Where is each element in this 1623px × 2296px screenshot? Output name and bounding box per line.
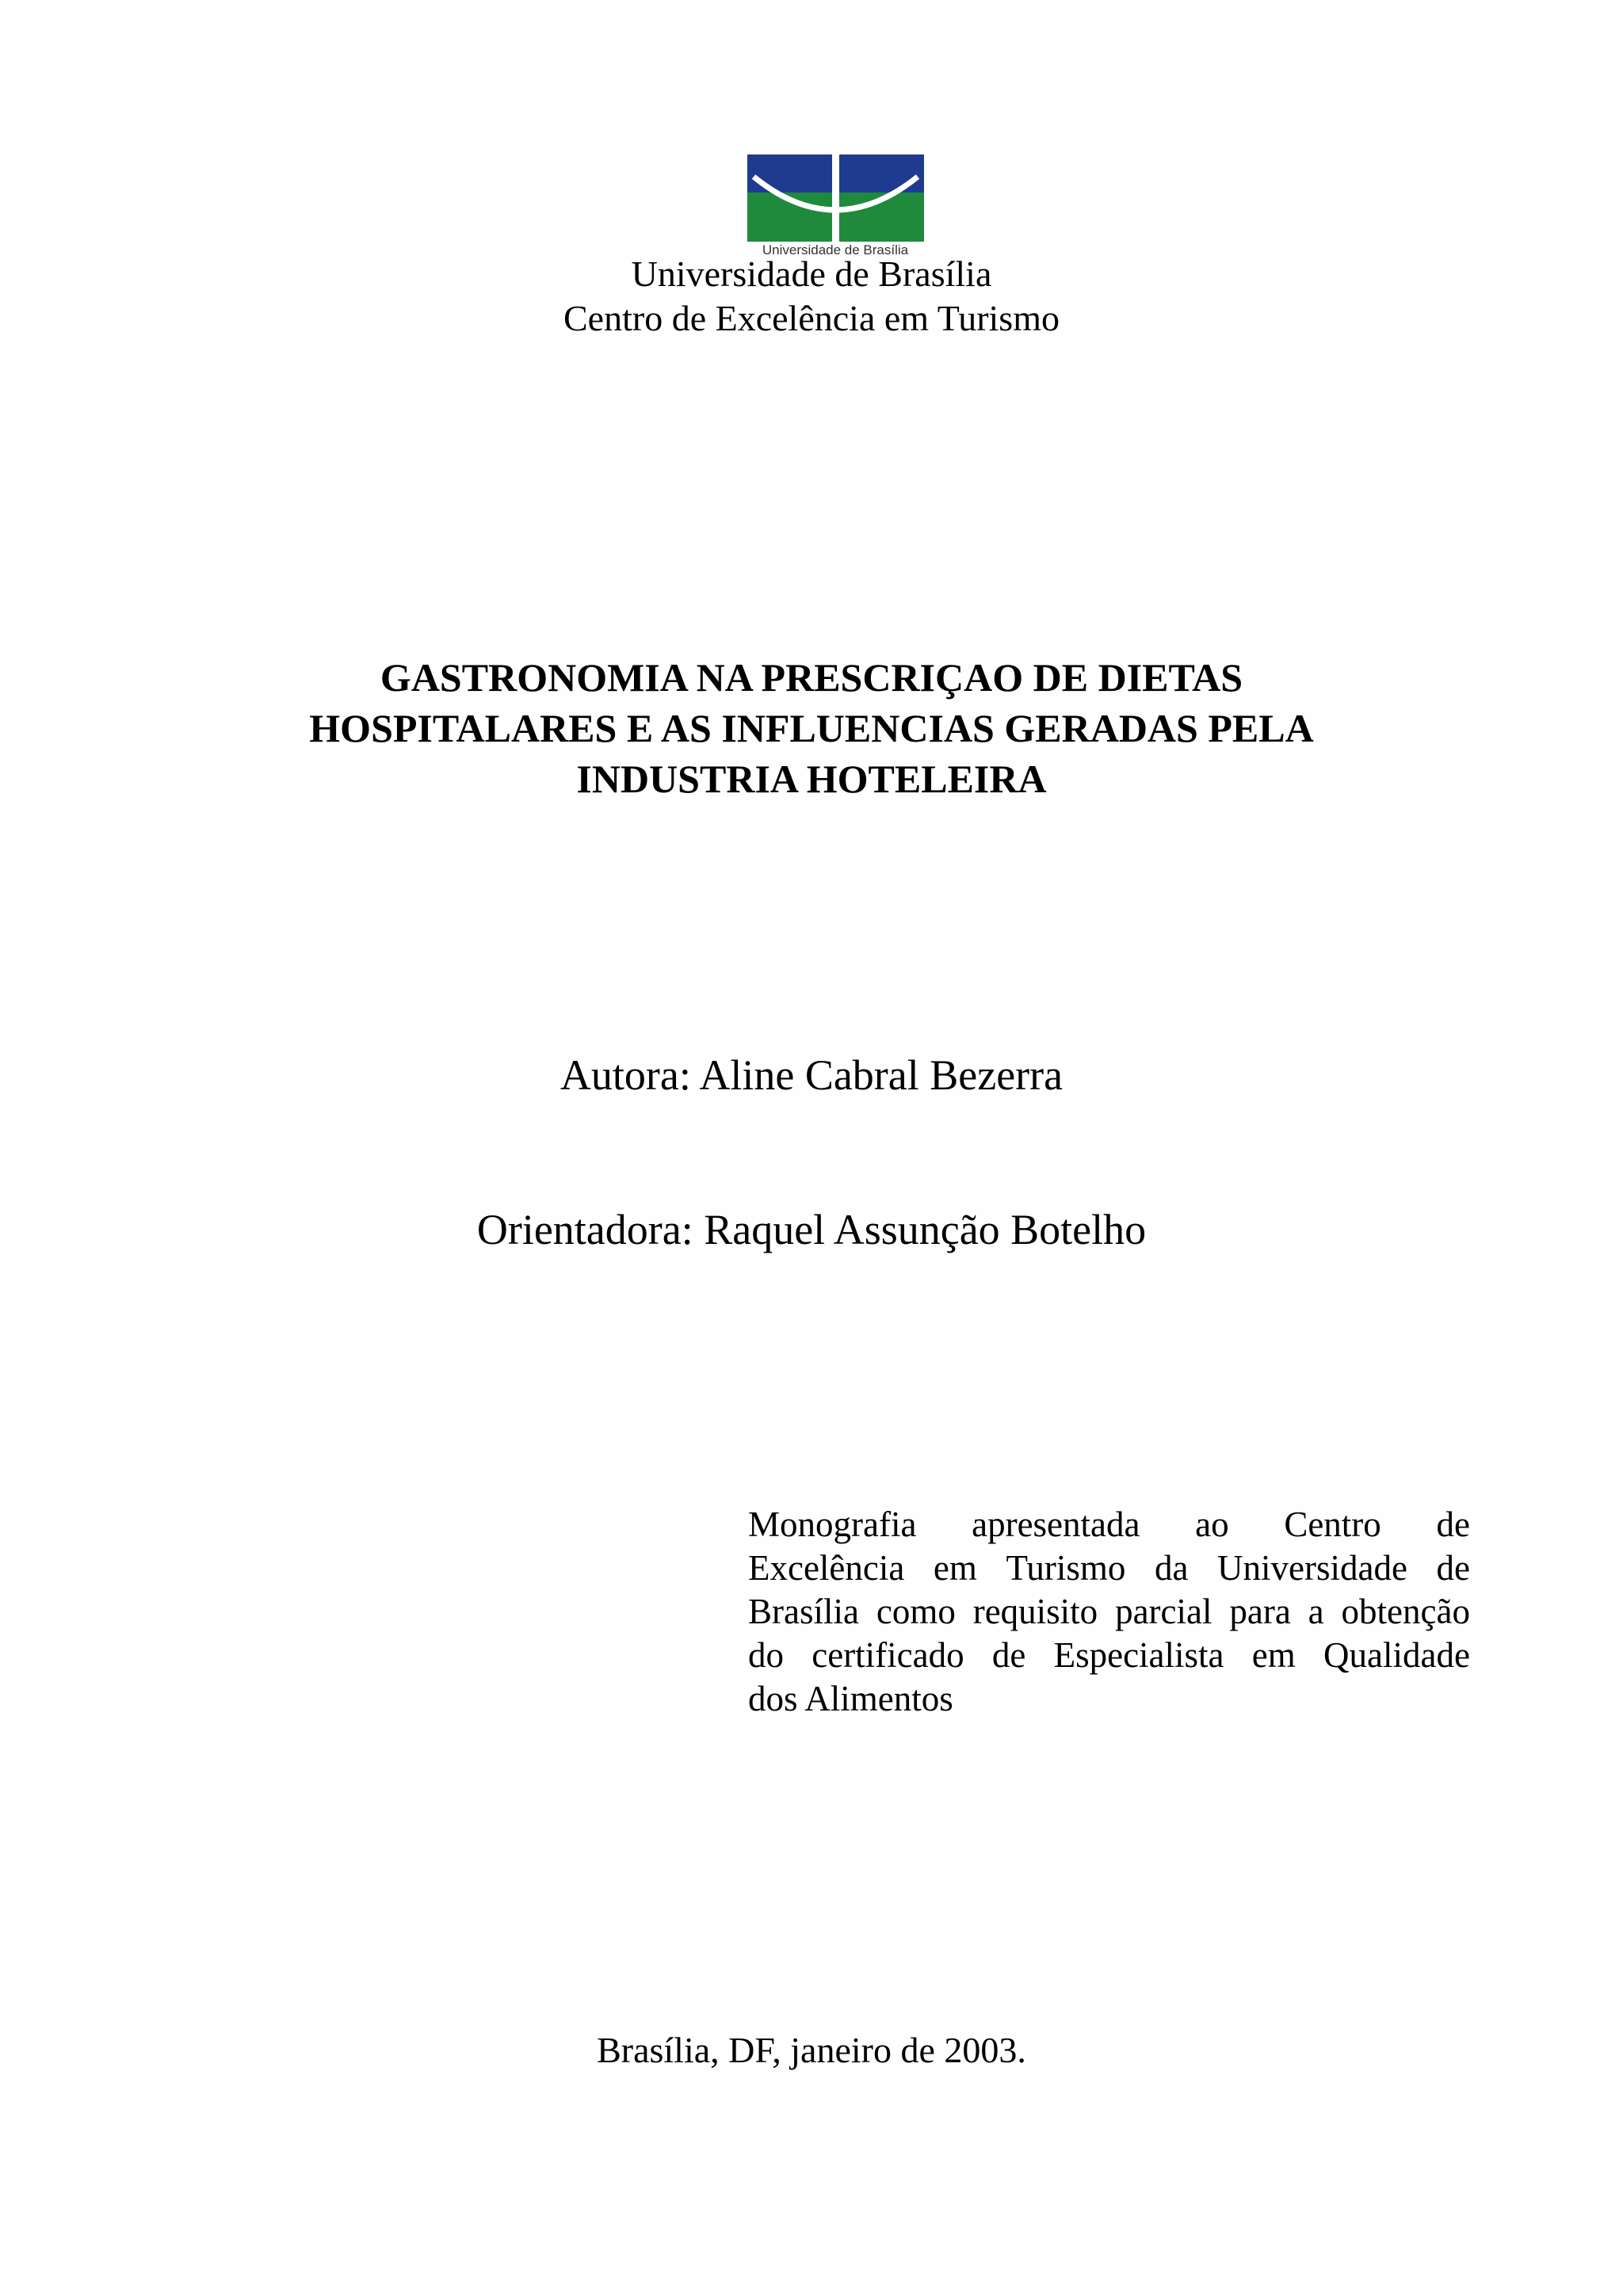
word: Universidade	[1217, 1548, 1407, 1588]
word: Excelência	[748, 1548, 905, 1588]
university-name: Universidade de Brasília	[631, 254, 992, 294]
monograph-line	[748, 1634, 1470, 1677]
word: a	[1308, 1592, 1324, 1631]
word: Monografia	[748, 1505, 917, 1544]
monograph-line	[748, 1590, 1470, 1634]
logo-caption: Universidade de Brasília	[762, 242, 909, 257]
word: dos Alimentos	[748, 1679, 953, 1718]
centre-name: Centro de Excelência em Turismo	[563, 298, 1060, 338]
unb-logo-icon	[747, 154, 924, 257]
place-and-date: Brasília, DF, janeiro de 2003.	[597, 2030, 1026, 2070]
word: certificado	[812, 1635, 964, 1675]
word: de	[1436, 1548, 1470, 1588]
word: de	[991, 1635, 1026, 1675]
monograph-line	[748, 1677, 1470, 1721]
logo-vertical-bar	[832, 154, 839, 242]
word: Qualidade	[1323, 1635, 1470, 1675]
word: do	[748, 1635, 784, 1675]
word: como	[876, 1592, 956, 1631]
word: em	[1251, 1635, 1296, 1675]
university-logo	[747, 154, 924, 257]
title-line: HOSPITALARES E AS INFLUENCIAS GERADAS PELA	[309, 706, 1314, 750]
word: de	[1436, 1505, 1470, 1544]
word: Brasília	[748, 1592, 859, 1631]
word: requisito	[972, 1592, 1098, 1631]
word: para	[1229, 1592, 1291, 1631]
word: ao	[1195, 1505, 1229, 1544]
title-line: GASTRONOMIA NA PRESCRIÇAO DE DIETAS	[380, 655, 1243, 700]
word: em	[933, 1548, 977, 1588]
document-title	[238, 652, 1385, 804]
word: Turismo	[1006, 1548, 1126, 1588]
word: parcial	[1115, 1592, 1212, 1631]
word: da	[1154, 1548, 1189, 1588]
advisor-line: Orientadora: Raquel Assunção Botelho	[476, 1206, 1147, 1253]
author-line: Autora: Aline Cabral Bezerra	[559, 1051, 1064, 1099]
monograph-line	[748, 1503, 1470, 1547]
word: Especialista	[1053, 1635, 1224, 1675]
word: apresentada	[972, 1505, 1140, 1544]
title-line: INDUSTRIA HOTELEIRA	[576, 757, 1047, 801]
monograph-line	[748, 1547, 1470, 1590]
word: obtenção	[1341, 1592, 1470, 1631]
word: Centro	[1284, 1505, 1381, 1544]
monograph-statement	[748, 1503, 1470, 1721]
